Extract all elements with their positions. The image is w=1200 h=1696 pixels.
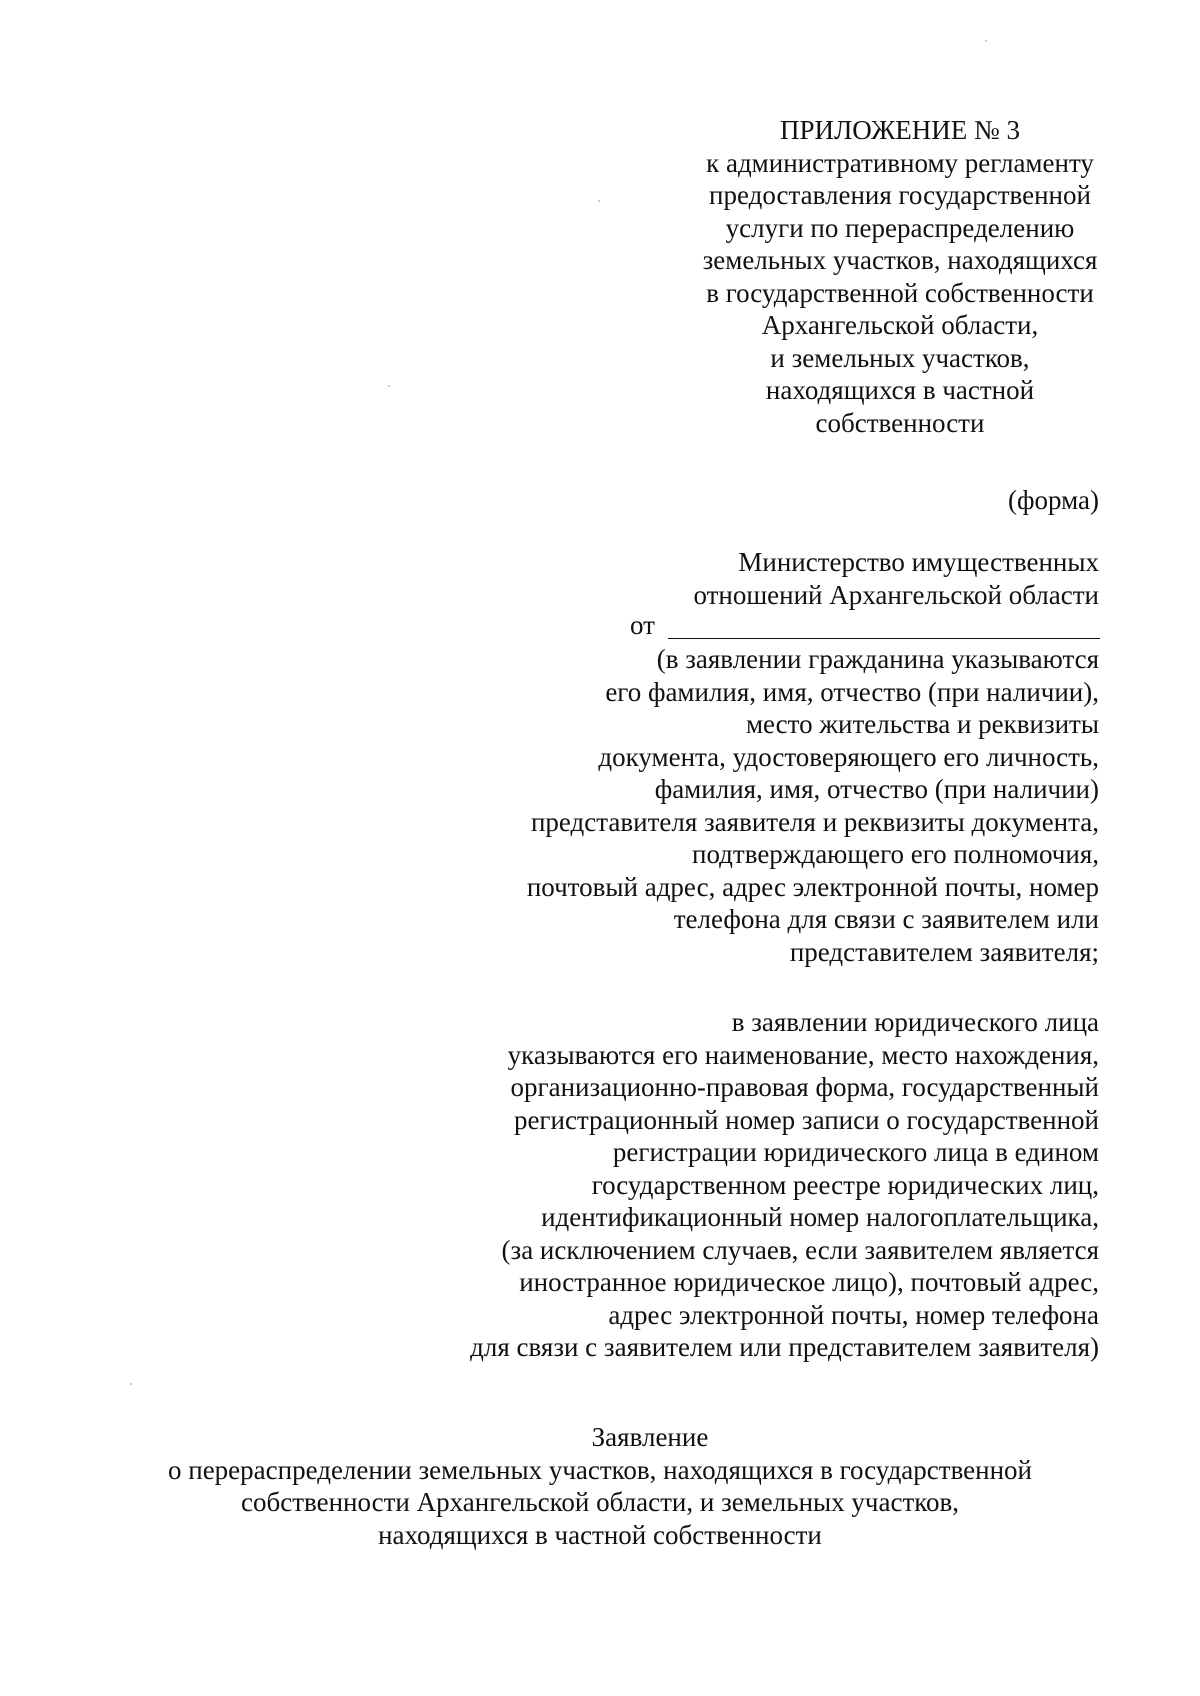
instruction-line: регистрации юридического лица в едином xyxy=(612,1137,1099,1167)
instruction-line: регистрационный номер записи о государственной xyxy=(513,1104,1099,1135)
form-mark: (форма) xyxy=(1008,485,1099,515)
scan-speck xyxy=(130,1383,132,1385)
legal-entity-instructions xyxy=(470,1006,1099,1364)
citizen-instructions xyxy=(527,643,1099,968)
appendix-line: услуги по перераспределению xyxy=(725,212,1075,243)
scan-speck xyxy=(598,200,600,202)
recipient-line: отношений Архангельской области xyxy=(693,579,1099,610)
title-line: находящихся в частной собственности xyxy=(378,1519,822,1550)
appendix-line: к административному регламенту xyxy=(706,147,1094,178)
appendix-header xyxy=(600,114,1200,439)
recipient-block xyxy=(693,546,1099,611)
document-title xyxy=(0,1421,1200,1551)
from-label: от xyxy=(630,610,655,640)
instruction-line: представителя заявителя и реквизиты документа, xyxy=(530,806,1099,837)
instruction-line: место жительства и реквизиты xyxy=(745,709,1099,739)
title-line: о перераспределении земельных участков, находящихся в государственной xyxy=(168,1454,1032,1485)
scan-speck xyxy=(985,40,987,42)
appendix-line: собственности xyxy=(815,407,985,438)
instruction-line: его фамилия, имя, отчество (при наличии), xyxy=(605,676,1099,707)
appendix-line: предоставления государственной xyxy=(709,180,1091,210)
appendix-line: и земельных участков, xyxy=(770,342,1030,373)
instruction-line: (за исключением случаев, если заявителем является xyxy=(501,1234,1099,1265)
instruction-line: идентификационный номер налогоплательщика, xyxy=(541,1202,1099,1232)
instruction-line: в заявлении юридического лица xyxy=(731,1007,1099,1037)
instruction-line: представителем заявителя; xyxy=(789,936,1099,967)
instruction-line: организационно-правовая форма, государственный xyxy=(510,1072,1099,1102)
instruction-line: почтовый адрес, адрес электронной почты, номер xyxy=(526,871,1099,902)
instruction-line: указываются его наименование, место нахождения, xyxy=(507,1039,1099,1070)
instruction-line: государственном реестре юридических лиц, xyxy=(591,1169,1099,1200)
instruction-line: фамилия, имя, отчество (при наличии) xyxy=(654,774,1099,804)
instruction-line: документа, удостоверяющего его личность, xyxy=(598,741,1099,772)
title-heading: Заявление xyxy=(591,1422,709,1452)
instruction-line: иностранное юридическое лицо), почтовый адрес, xyxy=(519,1267,1099,1297)
title-line: собственности Архангельской области, и земельных участков, xyxy=(240,1487,960,1517)
instruction-line: адрес электронной почты, номер телефона xyxy=(608,1299,1099,1330)
recipient-line: Министерство имущественных xyxy=(738,547,1099,577)
instruction-line: для связи с заявителем или представителем заявителя) xyxy=(470,1332,1099,1362)
appendix-line: в государственной собственности xyxy=(706,277,1094,308)
appendix-number: ПРИЛОЖЕНИЕ № 3 xyxy=(779,115,1021,145)
appendix-line: земельных участков, находящихся xyxy=(702,245,1098,275)
from-blank-line xyxy=(668,638,1100,639)
from-field xyxy=(630,609,1100,641)
instruction-line: (в заявлении гражданина указываются xyxy=(656,644,1099,674)
scan-speck xyxy=(388,385,390,387)
appendix-line: Архангельской области, xyxy=(761,310,1039,340)
appendix-line: находящихся в частной xyxy=(765,375,1035,405)
instruction-line: телефона для связи с заявителем или xyxy=(673,904,1099,934)
instruction-line: подтверждающего его полномочия, xyxy=(692,839,1099,869)
